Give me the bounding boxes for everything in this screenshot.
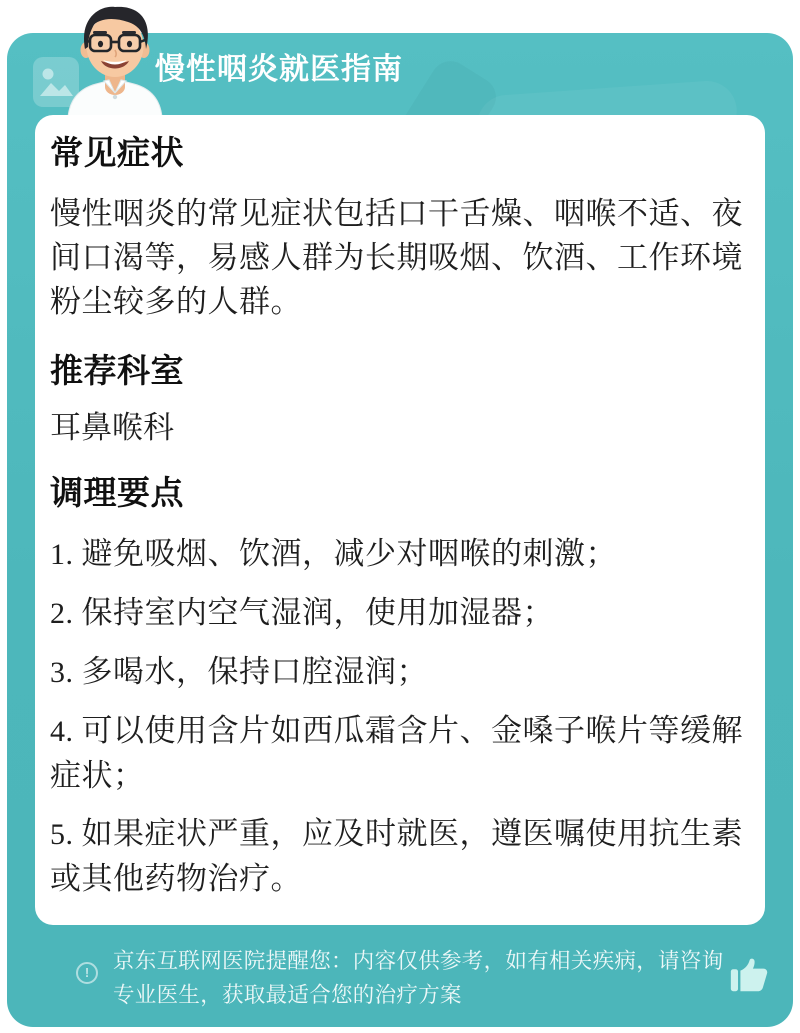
care-item-2-number: 2. (50, 597, 74, 630)
symptoms-heading: 常见症状 (50, 134, 184, 171)
alert-circle-icon: ! (76, 962, 98, 984)
care-heading: 调理要点 (50, 474, 184, 511)
care-item-4-text: 可以使用含片如西瓜霜含片、金嗓子喉片等缓解症状； (50, 713, 743, 793)
care-item-5-text: 如果症状严重，应及时就医，遵医嘱使用抗生素或其他药物治疗。 (50, 816, 743, 896)
care-item-3-number: 3. (50, 656, 74, 689)
symptoms-text: 慢性咽炎的常见症状包括口干舌燥、咽喉不适、夜间口渴等，易感人群为长期吸烟、饮酒、工作环境粉尘较多的人群。 (50, 196, 743, 319)
care-item-2-text: 保持室内空气湿润，使用加湿器； (81, 595, 554, 630)
care-item-1-text: 避免吸烟、饮酒，减少对咽喉的刺激； (81, 536, 617, 571)
department-heading: 推荐科室 (50, 352, 184, 389)
care-item-3-text: 多喝水，保持口腔湿润； (81, 654, 428, 689)
care-item-1 (50, 532, 743, 577)
care-item-2 (50, 591, 743, 636)
care-item-3 (50, 650, 743, 695)
page-title: 慢性咽炎就医指南 (155, 53, 403, 86)
care-item-1-number: 1. (50, 538, 74, 571)
content-card (35, 115, 765, 925)
care-list (50, 532, 743, 901)
care-item-4-number: 4. (50, 715, 74, 748)
care-item-5 (50, 812, 743, 901)
footer-disclaimer: 京东互联网医院提醒您：内容仅供参考，如有相关疾病，请咨询专业医生，获取最适合您的治疗方案 (113, 949, 724, 1007)
department-text: 耳鼻喉科 (50, 410, 174, 445)
care-item-5-number: 5. (50, 818, 74, 851)
care-item-4 (50, 709, 743, 798)
doctor-avatar (48, 5, 182, 117)
thumbs-up-icon[interactable] (727, 949, 773, 999)
